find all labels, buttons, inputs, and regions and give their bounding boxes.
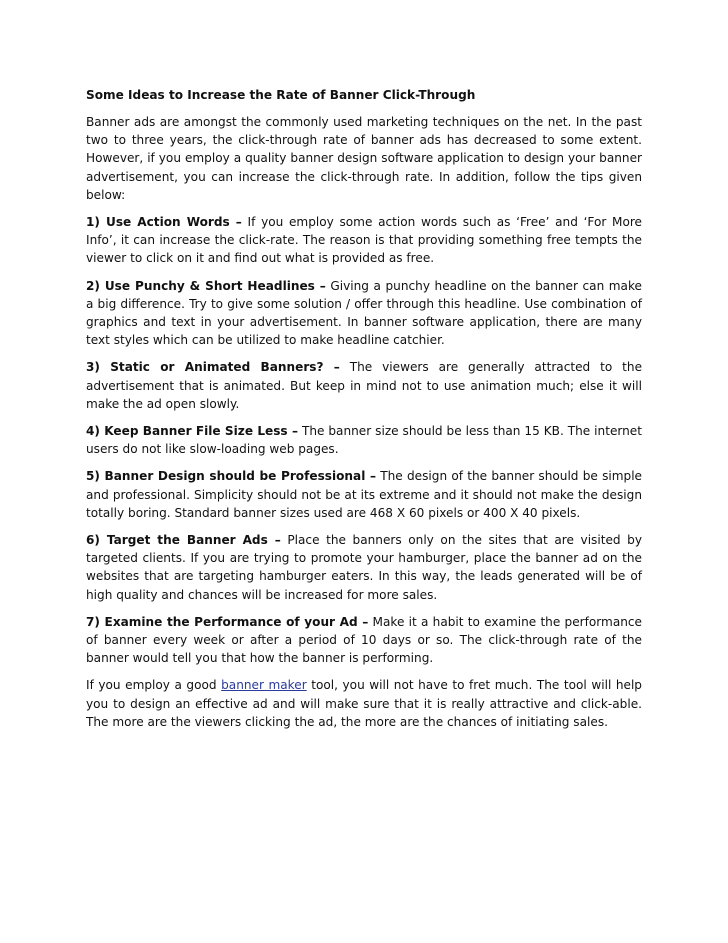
- document-page: [86, 86, 642, 740]
- tip-heading: 7) Examine the Performance of your Ad –: [86, 614, 369, 629]
- tip-paragraph-3: [86, 358, 642, 413]
- tip-text: The design of the banner should be simple and professional. Simplicity should not be at its extreme and it should not make the design totally boring. Standard banner sizes used are 468 X 60 pixels or 400 X 40 pixels.: [86, 469, 642, 520]
- tip-paragraph-4: [86, 422, 642, 458]
- tip-paragraph-1: [86, 213, 642, 268]
- closing-paragraph: [86, 676, 642, 731]
- tip-heading: 5) Banner Design should be Professional –: [86, 469, 377, 484]
- tip-paragraph-7: [86, 613, 642, 668]
- tip-heading: 4) Keep Banner File Size Less –: [86, 424, 298, 439]
- tip-text: If you employ some action words such as ‘Free’ and ‘For More Info’, it can increase the click-rate. The reason is that providing something free tempts the viewer to click on it and find out what is provided as free.: [86, 215, 643, 266]
- closing-text-before: If you employ a good: [86, 678, 222, 693]
- tip-text: The viewers are generally attracted to the advertisement that is animated. But keep in mind not to use animation much; else it will make the ad open slowly.: [86, 360, 643, 411]
- document-title: Some Ideas to Increase the Rate of Banner Click-Through: [86, 88, 476, 102]
- tip-paragraph-6: [86, 531, 642, 604]
- tip-text: Giving a punchy headline on the banner can make a big difference. Try to give some solution / offer through this headline. Use combination of graphics and text in your advertisement. In banner software application, there are many text styles which can be utilized to make headline catchier.: [86, 278, 642, 348]
- tip-text: Make it a habit to examine the performance of banner every week or after a period of 10 days or so. The click-through rate of the banner would tell you that how the banner is performing.: [86, 614, 642, 666]
- banner-maker-link[interactable]: banner maker: [221, 678, 307, 693]
- tip-heading: 3) Static or Animated Banners? –: [86, 360, 340, 375]
- tip-heading: 2) Use Punchy & Short Headlines –: [86, 278, 326, 293]
- tip-heading: 6) Target the Banner Ads –: [86, 533, 281, 548]
- tip-paragraph-2: [86, 277, 642, 350]
- intro-paragraph: Banner ads are amongst the commonly used marketing techniques on the net. In the past two to three years, the click-through rate of banner ads has decreased to some extent. However, if you employ a quality banner design software application to design your banner advertisement, you can increase the click-through rate. In addition, follow the tips given below:: [86, 115, 642, 202]
- tip-paragraph-5: [86, 467, 642, 522]
- closing-text-after: tool, you will not have to fret much. The tool will help you to design an effective ad and will make sure that it is really attractive and click-able. The more are the viewers clicking the ad, the more are the chances of initiating sales.: [86, 678, 642, 729]
- tip-text: Place the banners only on the sites that are visited by targeted clients. If you are trying to promote your hamburger, place the banner ad on the websites that are targeting hamburger eaters. In this way, the leads generated will be of high quality and chances will be increased for more sales.: [86, 533, 642, 602]
- tip-heading: 1) Use Action Words –: [86, 215, 242, 230]
- tip-text: The banner size should be less than 15 KB. The internet users do not like slow-loading web pages.: [86, 424, 642, 457]
